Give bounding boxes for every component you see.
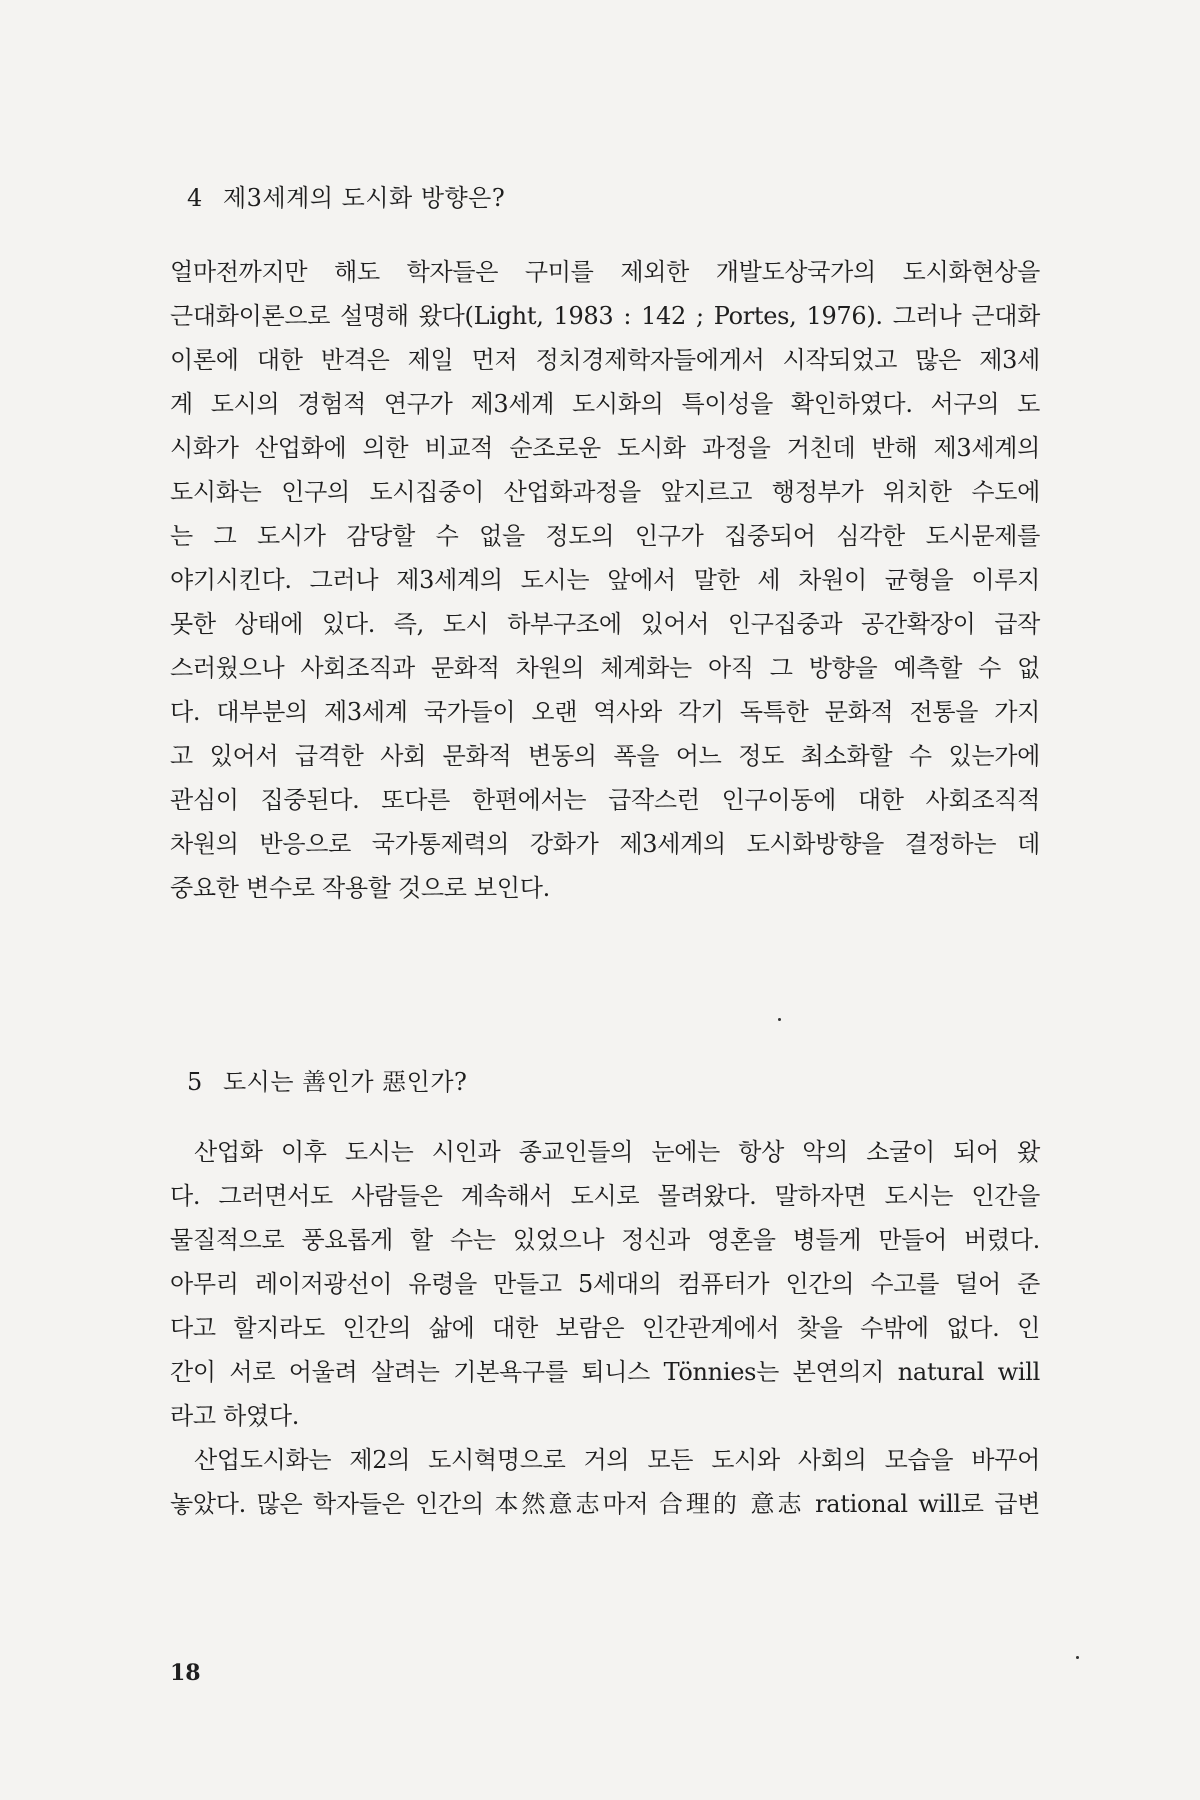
text-line: 라고 하였다. [170,1402,300,1430]
section-number: 5 [187,1068,203,1096]
text-line: 야기시킨다. 그러나 제3세계의 도시는 앞에서 말한 세 차원이 균형을 이루지 [170,566,1040,594]
section-title: 도시는 善인가 惡인가? [223,1068,468,1096]
text-line: 차원의 반응으로 국가통제력의 강화가 제3세계의 도시화방향을 결정하는 데 [170,830,1040,858]
text-line: 는 그 도시가 감당할 수 없을 정도의 인구가 집중되어 심각한 도시문제를 [170,522,1040,550]
text-line: 산업화 이후 도시는 시인과 종교인들의 눈에는 항상 악의 소굴이 되어 왔 [194,1138,1040,1166]
scan-speck [778,1018,781,1021]
section-5-heading [187,1062,467,1097]
text-line: 간이 서로 어울려 살려는 기본욕구를 퇴니스 Tönnies는 본연의지 natural will [170,1358,1040,1386]
text-line: 다고 할지라도 인간의 삶에 대한 보람은 인간관계에서 찾을 수밖에 없다. 인 [170,1314,1040,1342]
text-line: 아무리 레이저광선이 유령을 만들고 5세대의 컴퓨터가 인간의 수고를 덜어 준 [170,1270,1040,1298]
text-line: 스러웠으나 사회조직과 문화적 차원의 체계화는 아직 그 방향을 예측할 수 없 [170,654,1040,682]
text-line: 근대화이론으로 설명해 왔다(Light, 1983 : 142 ; Portes, 1976). 그러나 근대화 [170,302,1040,330]
section-title: 제3세계의 도시화 방향은? [223,184,506,212]
text-line: 다. 그러면서도 사람들은 계속해서 도시로 몰려왔다. 말하자면 도시는 인간을 [170,1182,1040,1210]
text-line: 물질적으로 풍요롭게 할 수는 있었으나 정신과 영혼을 병들게 만들어 버렸다. [170,1226,1040,1254]
text-line: 산업도시화는 제2의 도시혁명으로 거의 모든 도시와 사회의 모습을 바꾸어 [194,1446,1040,1474]
text-line: 고 있어서 급격한 사회 문화적 변동의 폭을 어느 정도 최소화할 수 있는가에 [170,742,1040,770]
text-line: 놓았다. 많은 학자들은 인간의 本然意志마저 合理的 意志 rational will로 급변 [170,1490,1040,1518]
section-5-paragraph-1 [170,1130,1040,1438]
text-line: 다. 대부분의 제3세계 국가들이 오랜 역사와 각기 독특한 문화적 전통을 가지 [170,698,1040,726]
text-line: 못한 상태에 있다. 즉, 도시 하부구조에 있어서 인구집중과 공간확장이 급작 [170,610,1040,638]
section-4-heading [187,178,505,213]
text-line: 이론에 대한 반격은 제일 먼저 정치경제학자들에게서 시작되었고 많은 제3세 [170,346,1040,374]
section-5-paragraph-2 [170,1438,1040,1526]
text-line: 도시화는 인구의 도시집중이 산업화과정을 앞지르고 행정부가 위치한 수도에 [170,478,1040,506]
text-line: 시화가 산업화에 의한 비교적 순조로운 도시화 과정을 거친데 반해 제3세계의 [170,434,1040,462]
text-line: 얼마전까지만 해도 학자들은 구미를 제외한 개발도상국가의 도시화현상을 [170,258,1040,286]
section-number: 4 [187,184,203,212]
text-line: 중요한 변수로 작용할 것으로 보인다. [170,874,550,902]
page-number: 18 [170,1660,201,1686]
text-line: 계 도시의 경험적 연구가 제3세계 도시화의 특이성을 확인하였다. 서구의 도 [170,390,1040,418]
section-4-paragraph-1 [170,250,1040,910]
text-line: 관심이 집중된다. 또다른 한편에서는 급작스런 인구이동에 대한 사회조직적 [170,786,1040,814]
scan-speck [1076,1656,1079,1659]
